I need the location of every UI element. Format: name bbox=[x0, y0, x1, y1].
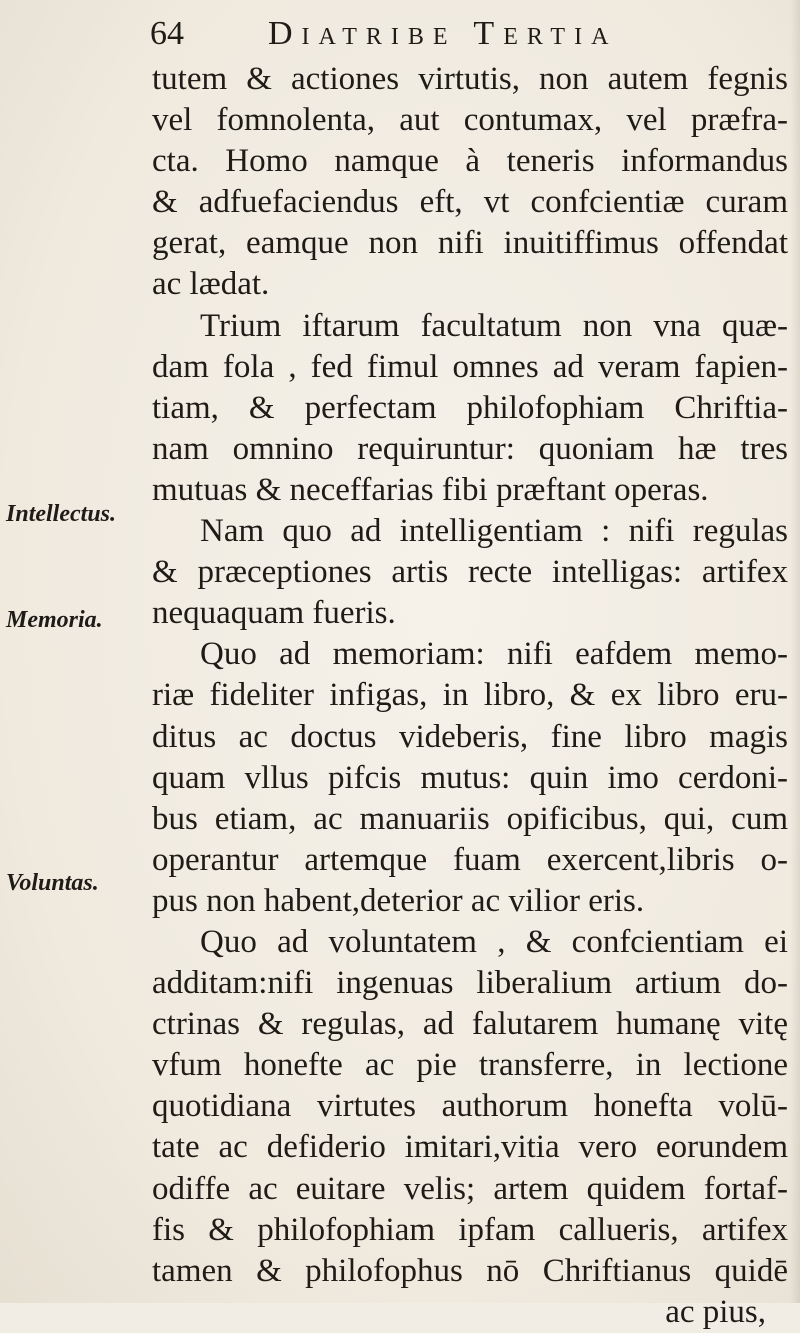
text-line: riæ fideliter infigas, in libro, & ex libro eru- bbox=[152, 677, 788, 714]
text-line: & adfuefaciendus eft, vt confcientiæ curam bbox=[152, 184, 788, 221]
page-edge-shadow bbox=[790, 0, 800, 1303]
text-line: vel fomnolenta, aut contumax, vel præfra- bbox=[152, 102, 788, 139]
marginal-note-memoria: Memoria. bbox=[6, 607, 103, 633]
text-line: nequaquam fueris. bbox=[152, 595, 396, 632]
catchword-line: ac pius, bbox=[665, 1293, 766, 1330]
running-head: Diatribe Tertia bbox=[268, 15, 618, 52]
text-line: additam:nifi ingenuas liberalium artium do- bbox=[152, 965, 788, 1002]
text-line: cta. Homo namque à teneris informandus bbox=[152, 143, 788, 180]
text-line: dam fola , fed fimul omnes ad veram fapien- bbox=[152, 348, 788, 385]
body-text bbox=[152, 59, 788, 1333]
paragraph-start-line: Quo ad voluntatem , & confcientiam ei bbox=[200, 923, 788, 960]
page-header bbox=[150, 12, 710, 56]
paragraph-start-line: Trium iftarum facultatum non vna quæ- bbox=[200, 307, 788, 344]
paragraph-start-line: Quo ad memoriam: nifi eafdem memo- bbox=[200, 636, 788, 673]
text-line: quam vllus pifcis mutus: quin imo cerdoni- bbox=[152, 759, 788, 796]
paragraph-start-line: Nam quo ad intelligentiam : nifi regulas bbox=[200, 513, 788, 550]
text-line: mutuas & neceffarias fibi præftant operas. bbox=[152, 471, 709, 508]
text-line: tutem & actiones virtutis, non autem fegnis bbox=[152, 61, 788, 97]
text-line: ditus ac doctus videberis, fine libro magis bbox=[152, 718, 788, 755]
text-line: fis & philofophiam ipfam callueris, artifex bbox=[152, 1211, 788, 1248]
text-line: & præceptiones artis recte intelligas: artifex bbox=[152, 554, 788, 591]
text-line: nam omnino requiruntur: quoniam hæ tres bbox=[152, 430, 788, 467]
text-line: ctrinas & regulas, ad falutarem humanę vitę bbox=[152, 1006, 788, 1043]
text-line: tiam, & perfectam philofophiam Chriftia- bbox=[152, 389, 788, 426]
marginal-note-intellectus: Intellectus. bbox=[6, 501, 117, 527]
text-line: tate ac defiderio imitari,vitia vero eorundem bbox=[152, 1129, 788, 1166]
text-line: gerat, eamque non nifi inuitiffimus offendat bbox=[152, 225, 788, 262]
text-line: operantur artemque fuam exercent,libris o- bbox=[152, 841, 788, 878]
marginal-note-voluntas: Voluntas. bbox=[6, 870, 99, 896]
text-line: quotidiana virtutes authorum honefta volū- bbox=[152, 1088, 788, 1125]
text-line: bus etiam, ac manuariis opificibus, qui, cum bbox=[152, 800, 788, 837]
text-line: vfum honefte ac pie transferre, in lectione bbox=[152, 1047, 788, 1084]
page-number: 64 bbox=[150, 15, 184, 52]
text-line: odiffe ac euitare velis; artem quidem fortaf- bbox=[152, 1170, 788, 1207]
text-line: pus non habent,deterior ac vilior eris. bbox=[152, 882, 645, 919]
text-line: ac lædat. bbox=[152, 266, 270, 303]
text-line: tamen & philofophus nō Chriftianus quidē bbox=[152, 1252, 788, 1289]
